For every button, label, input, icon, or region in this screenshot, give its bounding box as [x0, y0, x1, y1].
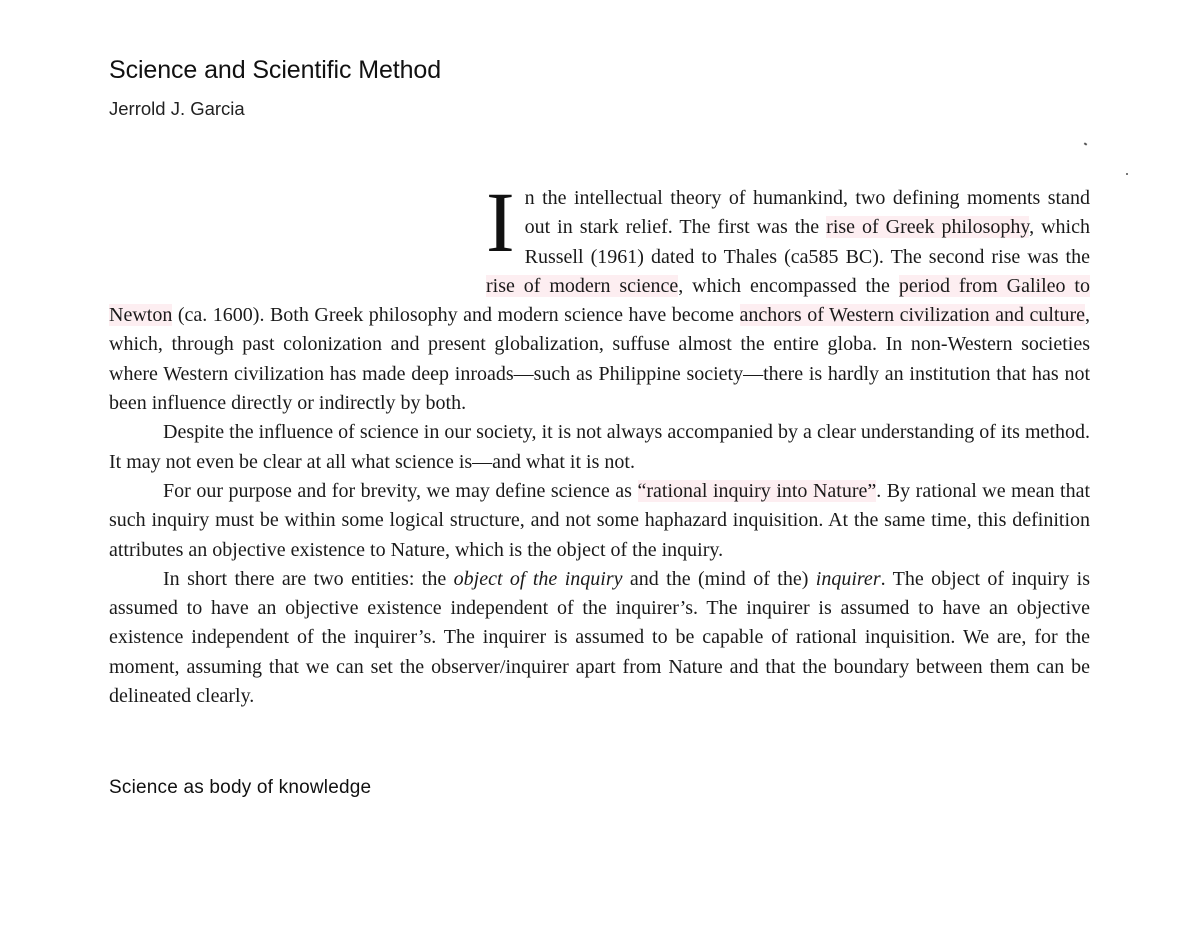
paragraph-4 [109, 565, 1090, 711]
document-author: Jerrold J. Garcia [109, 98, 245, 119]
paragraph-text: (ca. 1600). Both Greek philosophy and modern science have become [172, 304, 740, 327]
scan-mark [1084, 142, 1088, 145]
highlighted-text: “rational inquiry into Nature” [637, 479, 877, 502]
highlighted-text: anchors of Western civilization and culture [739, 304, 1086, 327]
highlighted-text: period from Galileo to Newton [109, 274, 1090, 327]
body-text [109, 174, 1091, 711]
highlighted-text: rise of Greek philosophy [826, 216, 1030, 239]
emphasized-text: inquirer [815, 567, 881, 590]
paragraph-text: , which encompassed the [678, 274, 899, 297]
paragraph-3 [109, 477, 1090, 565]
document-title: Science and Scientific Method [109, 56, 442, 84]
paragraph-text: , which Russell (1961) dated to Thales (ca585 BC). The second rise was the [524, 216, 1090, 268]
paragraph-text: In short there are two entities: the [163, 567, 454, 590]
paragraph-text: and the (mind of the) [622, 567, 816, 590]
section-heading: Science as body of knowledge [109, 777, 372, 798]
drop-cap: I [486, 174, 515, 270]
drop-cap-spacer [109, 184, 486, 272]
paragraph-text: , which, through past colonization and present globalization, suffuse almost the entire globa. In non-Western societies where Western civilization has made deep inroads—such as Philippine society—there is hardly an institution that has not been influence directly or indirectly by both. [109, 304, 1091, 415]
paragraph-text: n the intellectual theory of humankind, two defining moments stand out in stark relief. The first was the [524, 187, 1090, 239]
scan-mark [1126, 173, 1128, 175]
paragraph-text: . The object of inquiry is assumed to have an objective existence independent of the inquirer’s. The inquirer is assumed to have an objective existence independent of the inquirer’s. The inquirer is assumed to be capable of rational inquisition. We are, for the moment, assuming that we can set the observer/inquirer apart from Nature and that the boundary between them can be delineated clearly. [109, 567, 1091, 708]
paragraph-2: Despite the influence of science in our society, it is not always accompanied by a clear understanding of its method. It may not even be clear at all what science is—and what it is not. [109, 421, 1090, 473]
emphasized-text: object of the inquiry [453, 567, 623, 590]
paragraph-text: . By rational we mean that such inquiry must be within some logical structure, and not some haphazard inquisition. At the same time, this definition attributes an objective existence to Nature, which is the object of the inquiry. [109, 479, 1091, 561]
paragraph-1 [109, 174, 1091, 418]
paragraph-text: For our purpose and for brevity, we may define science as [163, 479, 638, 502]
highlighted-text: rise of modern science [486, 274, 679, 297]
